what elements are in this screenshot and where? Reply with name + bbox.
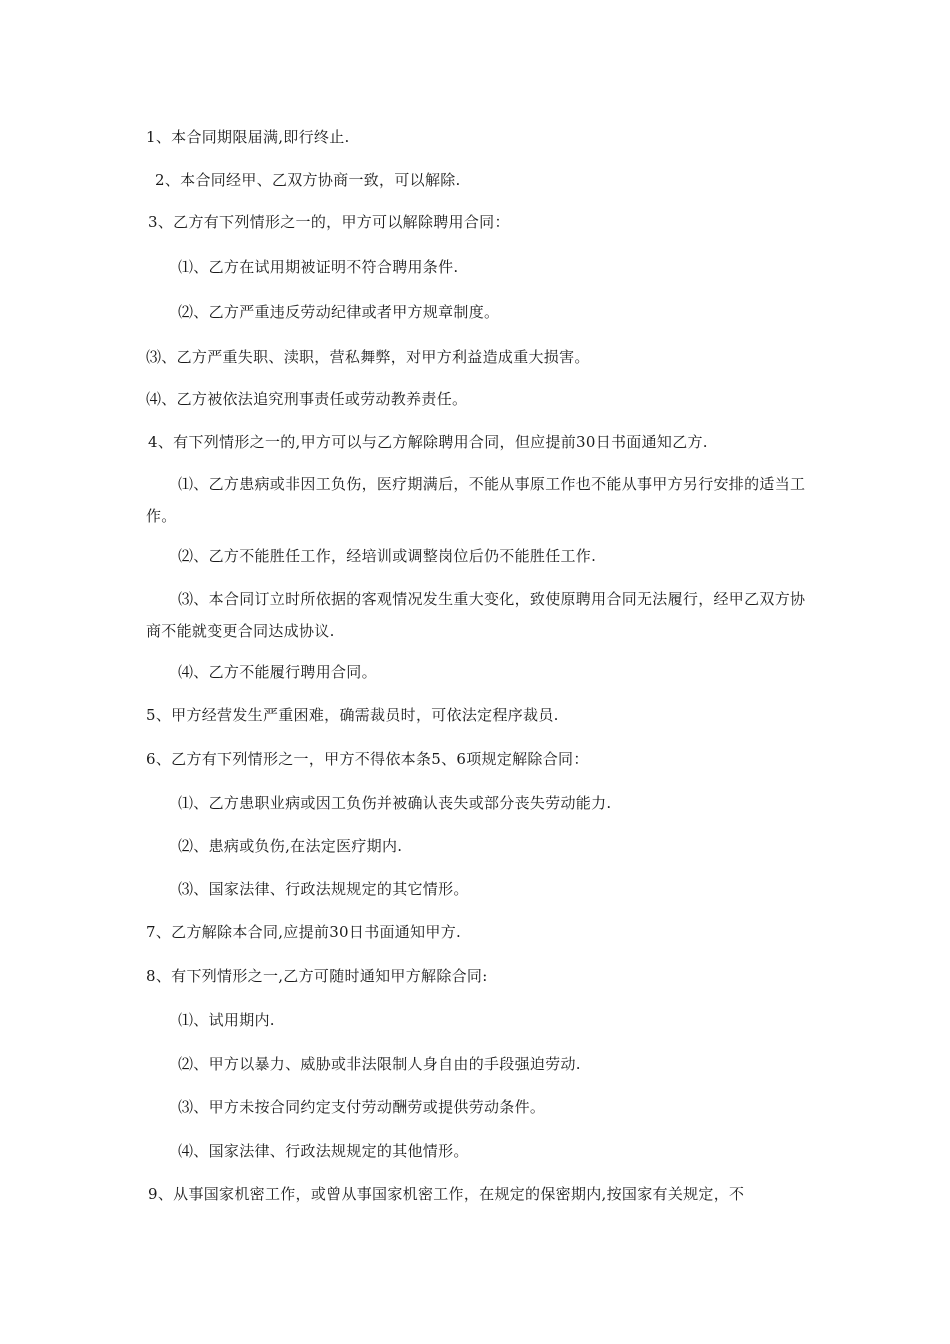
clause-3-item-4: ⑷、乙方被依法追究刑事责任或劳动教养责任。	[146, 390, 468, 408]
clause-8-item-2: ⑵、甲方以暴力、威胁或非法限制人身自由的手段强迫劳动.	[178, 1055, 581, 1073]
clause-8: 8、有下列情形之一,乙方可随时通知甲方解除合同:	[146, 967, 488, 985]
clause-1: 1、本合同期限届满,即行终止.	[146, 128, 350, 146]
clause-3-item-3: ⑶、乙方严重失职、渎职，营私舞弊，对甲方利益造成重大损害。	[146, 348, 590, 366]
clause-4-item-3-text: ⑶、本合同订立时所依据的客观情况发生重大变化，致使原聘用合同无法履行，经甲乙双方协商不能就变更合同达成协议.	[146, 590, 806, 640]
clause-6-item-1: ⑴、乙方患职业病或因工负伤并被确认丧失或部分丧失劳动能力.	[178, 794, 612, 812]
clause-8-item-1: ⑴、试用期内.	[178, 1011, 275, 1029]
clause-8-item-4: ⑷、国家法律、行政法规规定的其他情形。	[178, 1142, 469, 1160]
clause-6-item-3: ⑶、国家法律、行政法规规定的其它情形。	[178, 880, 469, 898]
clause-7: 7、乙方解除本合同,应提前30日书面通知甲方.	[146, 923, 462, 941]
clause-6-item-2: ⑵、患病或负伤,在法定医疗期内.	[178, 837, 403, 855]
clause-3-item-2: ⑵、乙方严重违反劳动纪律或者甲方规章制度。	[178, 303, 500, 321]
clause-3-item-1: ⑴、乙方在试用期被证明不符合聘用条件.	[178, 258, 459, 276]
clause-4-item-3	[146, 583, 816, 647]
clause-2: 2、本合同经甲、乙双方协商一致，可以解除.	[155, 171, 461, 189]
clause-5: 5、甲方经营发生严重困难，确需裁员时，可依法定程序裁员.	[146, 706, 559, 724]
clause-4-item-1	[146, 468, 816, 532]
clause-4-item-4: ⑷、乙方不能履行聘用合同。	[178, 663, 377, 681]
clause-3: 3、乙方有下列情形之一的，甲方可以解除聘用合同：	[148, 213, 510, 231]
clause-4-item-2: ⑵、乙方不能胜任工作，经培训或调整岗位后仍不能胜任工作.	[178, 547, 597, 565]
clause-8-item-3: ⑶、甲方未按合同约定支付劳动酬劳或提供劳动条件。	[178, 1098, 546, 1116]
clause-9: 9、从事国家机密工作，或曾从事国家机密工作，在规定的保密期内,按国家有关规定，不	[148, 1185, 745, 1203]
clause-6: 6、乙方有下列情形之一，甲方不得依本条5、6项规定解除合同：	[146, 750, 589, 768]
clause-4: 4、有下列情形之一的,甲方可以与乙方解除聘用合同，但应提前30日书面通知乙方.	[148, 433, 708, 451]
clause-4-item-1-text: ⑴、乙方患病或非因工负伤，医疗期满后，不能从事原工作也不能从事甲方另行安排的适当工作。	[146, 475, 806, 525]
